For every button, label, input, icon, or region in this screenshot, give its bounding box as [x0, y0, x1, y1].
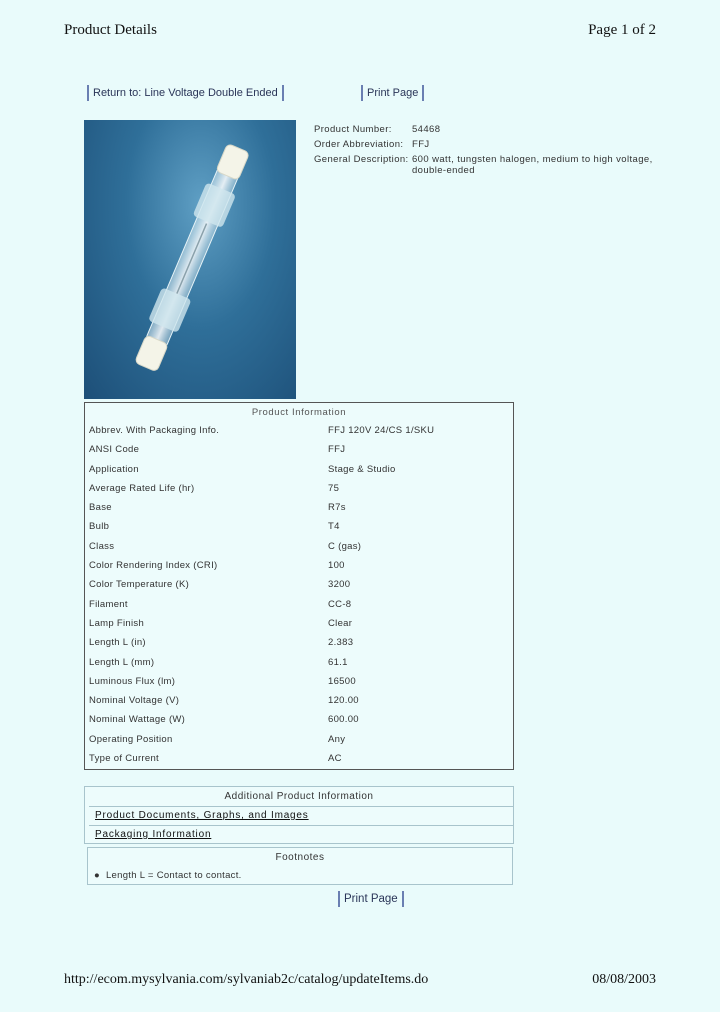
row-label: Length L (mm)	[89, 656, 155, 668]
row-value: 75	[328, 482, 340, 494]
row-label: Nominal Voltage (V)	[89, 695, 180, 707]
product-documents-link[interactable]: Product Documents, Graphs, and Images	[95, 810, 309, 821]
row-label: Lamp Finish	[89, 617, 145, 629]
row-label: ANSI Code	[89, 444, 140, 456]
row-label: Average Rated Life (hr)	[89, 482, 195, 494]
row-label: Base	[89, 502, 112, 514]
return-button[interactable]: Return to: Line Voltage Double Ended	[87, 85, 284, 101]
footnotes-title: Footnotes	[275, 852, 325, 863]
print-page-button-top[interactable]: Print Page	[361, 85, 424, 101]
product-photo	[84, 120, 296, 399]
spec-row: General Description: 600 watt, tungsten halogen, medium to high voltage, double-ended	[314, 154, 653, 176]
packaging-information-link[interactable]: Packaging Information	[95, 829, 212, 840]
table-row	[85, 749, 513, 768]
table-row	[85, 710, 513, 729]
table-row	[85, 595, 513, 614]
row-label: Color Temperature (K)	[89, 579, 190, 591]
table-row	[85, 479, 513, 498]
spec-row: Order Abbreviation: FFJ	[314, 139, 430, 150]
row-label: Luminous Flux (lm)	[89, 675, 176, 687]
row-label: Application	[89, 463, 139, 475]
row-value: 100	[328, 560, 345, 572]
row-value: T4	[328, 521, 340, 533]
print-page-button-bottom[interactable]: Print Page	[338, 891, 404, 907]
row-value: 2.383	[328, 637, 354, 649]
table-row	[85, 730, 513, 749]
spec-row: Product Number: 54468	[314, 124, 441, 135]
table-row	[85, 517, 513, 536]
table-row	[85, 556, 513, 575]
row-label: Color Rendering Index (CRI)	[89, 560, 218, 572]
page-number: Page 1 of 2	[588, 22, 656, 38]
row-value: FFJ 120V 24/CS 1/SKU	[328, 425, 435, 436]
product-information-title: Product Information	[251, 407, 347, 418]
footnotes	[87, 847, 513, 885]
row-value: 600.00	[328, 714, 359, 726]
row-value: FFJ	[328, 444, 346, 456]
table-row	[85, 633, 513, 652]
row-label: Filament	[89, 598, 128, 610]
lamp-image	[84, 120, 296, 399]
row-value: Stage & Studio	[328, 463, 396, 475]
row-value: 3200	[328, 579, 351, 591]
table-row	[85, 421, 513, 440]
row-value: AC	[328, 753, 342, 765]
page-title: Product Details	[64, 22, 157, 38]
table-row	[85, 460, 513, 479]
row-value: 61.1	[328, 656, 348, 668]
row-value: Any	[328, 733, 346, 745]
table-row	[85, 575, 513, 594]
product-information-table	[84, 402, 514, 770]
row-label: Nominal Wattage (W)	[89, 714, 186, 726]
table-row	[85, 672, 513, 691]
footer-date: 08/08/2003	[592, 972, 656, 987]
table-row	[85, 653, 513, 672]
row-label: Bulb	[89, 521, 110, 533]
footnote-item: ● Length L = Contact to contact.	[94, 870, 242, 881]
table-row	[85, 440, 513, 459]
table-row	[85, 498, 513, 517]
row-value: R7s	[328, 502, 346, 514]
row-value: 120.00	[328, 695, 359, 707]
row-label: Length L (in)	[89, 637, 146, 649]
row-label: Operating Position	[89, 733, 173, 745]
row-label: Type of Current	[89, 753, 159, 765]
additional-product-information	[84, 786, 514, 844]
row-value: Clear	[328, 617, 353, 629]
divider	[89, 825, 513, 826]
row-value: 16500	[328, 675, 356, 687]
bullet-icon: ●	[94, 870, 101, 881]
table-row	[85, 537, 513, 556]
table-row	[85, 614, 513, 633]
footer-url: http://ecom.mysylvania.com/sylvaniab2c/catalog/updateItems.do	[64, 972, 429, 987]
row-value: C (gas)	[328, 540, 362, 552]
product-specs	[314, 124, 662, 180]
divider	[89, 806, 513, 807]
row-value: CC-8	[328, 598, 352, 610]
additional-info-title: Additional Product Information	[224, 791, 374, 802]
row-label: Class	[89, 540, 115, 552]
row-label: Abbrev. With Packaging Info.	[89, 425, 220, 436]
table-row	[85, 691, 513, 710]
